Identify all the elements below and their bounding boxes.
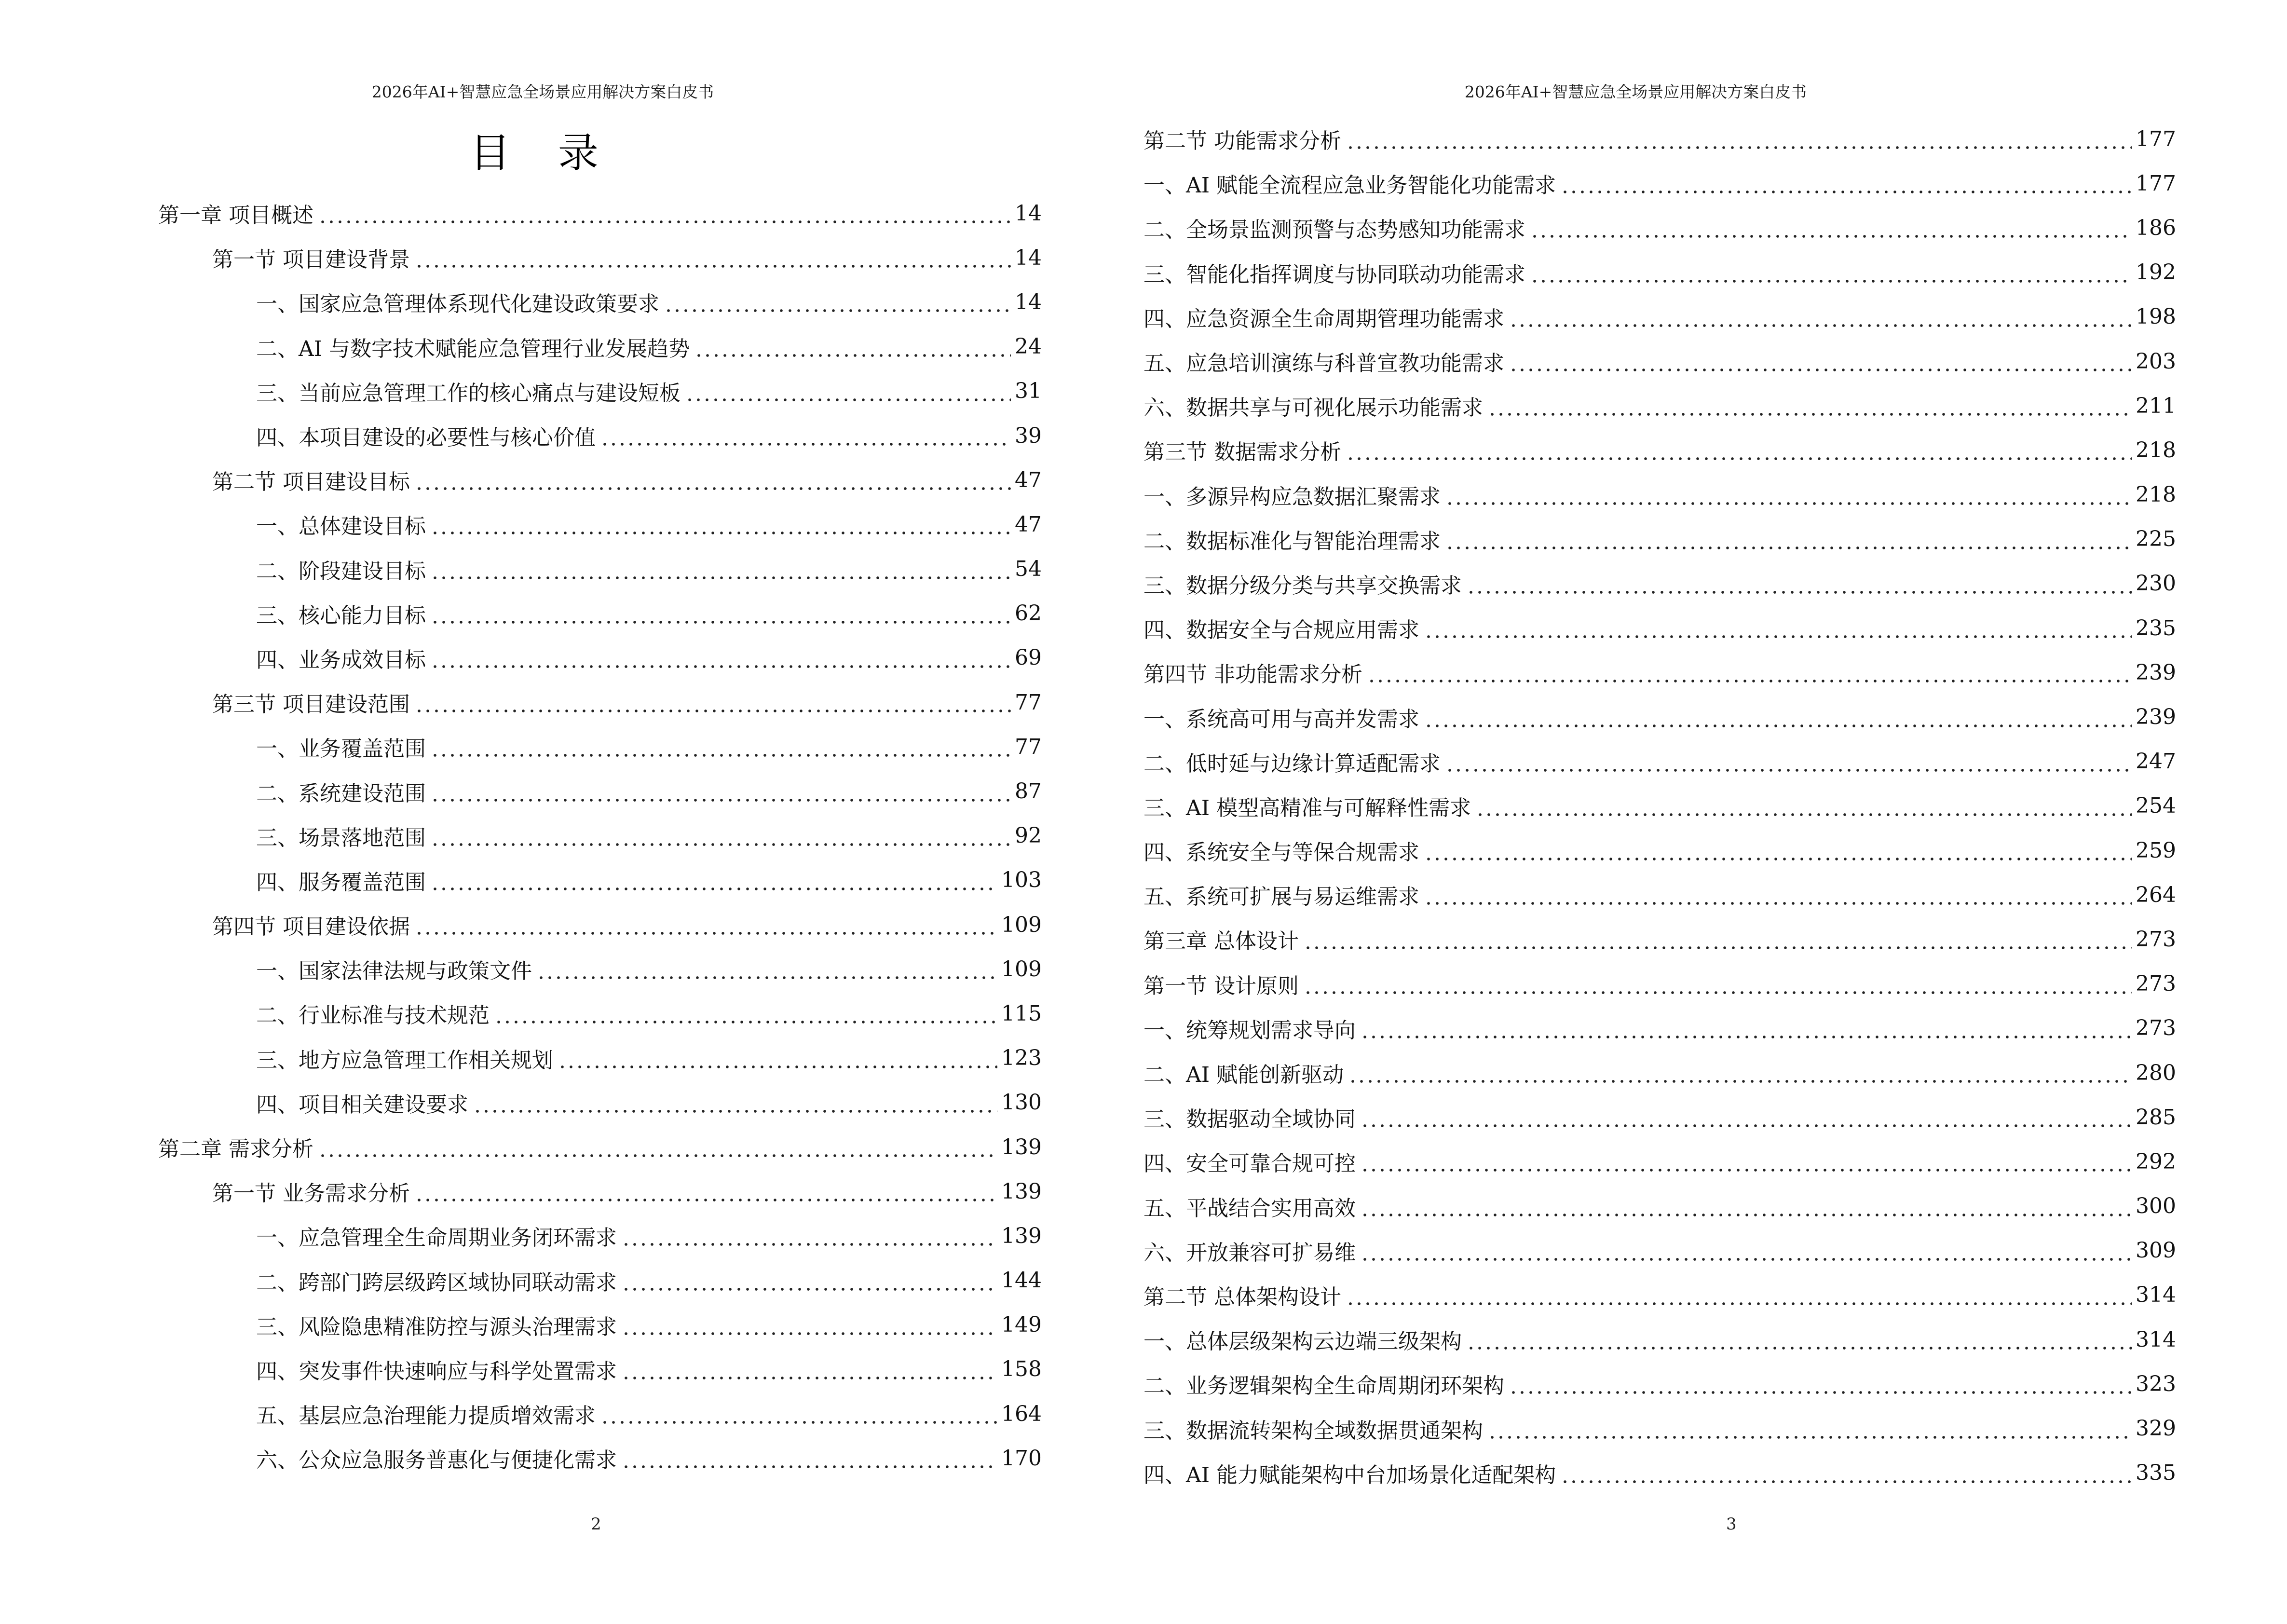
- toc-entry-label: 二、AI 与数字技术赋能应急管理行业发展趋势: [256, 336, 690, 361]
- toc-entry-label: 三、数据流转架构全域数据贯通架构: [1144, 1418, 1483, 1443]
- toc-entry-label: 三、风险隐患精准防控与源头治理需求: [256, 1314, 617, 1339]
- toc-entry-section[interactable]: [0, 235, 1042, 280]
- toc-entry-item[interactable]: [0, 991, 1042, 1036]
- toc-entry-item[interactable]: [0, 591, 1042, 636]
- toc-entry-section[interactable]: [0, 902, 1042, 947]
- toc-entry-label: 四、安全可靠合规可控: [1144, 1151, 1356, 1176]
- dot-leader: [431, 647, 1011, 669]
- dot-leader: [1561, 1462, 2132, 1484]
- toc-entry-label: 二、数据标准化与智能治理需求: [1144, 529, 1441, 554]
- toc-entry-label: 四、数据安全与合规应用需求: [1144, 618, 1419, 643]
- dot-leader: [1346, 439, 2132, 461]
- toc-entry-item[interactable]: [1144, 561, 2176, 606]
- toc-entry-label: 一、国家应急管理体系现代化建设政策要求: [256, 292, 659, 317]
- toc-entry-label: 一、应急管理全生命周期业务闭环需求: [256, 1226, 617, 1251]
- toc-entry-label: 一、多源异构应急数据汇聚需求: [1144, 484, 1441, 509]
- toc-entry-item[interactable]: [0, 547, 1042, 591]
- toc-entry-page-number: 177: [2136, 126, 2176, 151]
- toc-entry-page-number: 77: [1015, 690, 1042, 715]
- toc-entry-item[interactable]: [0, 325, 1042, 369]
- toc-entry-page-number: 203: [2136, 349, 2176, 374]
- toc-entry-page-number: 115: [1001, 1001, 1042, 1026]
- toc-entry-label: 三、智能化指挥调度与协同联动功能需求: [1144, 262, 1525, 287]
- toc-entry-section[interactable]: [0, 680, 1042, 724]
- toc-entry-label: 六、开放兼容可扩易维: [1144, 1240, 1356, 1265]
- toc-entry-item[interactable]: [1144, 784, 2176, 828]
- toc-entry-item[interactable]: [1144, 383, 2176, 428]
- toc-entry-page-number: 273: [2136, 1016, 2176, 1041]
- toc-entry-item[interactable]: [1144, 295, 2176, 339]
- toc-entry-item[interactable]: [1144, 339, 2176, 383]
- dot-leader: [1445, 529, 2132, 550]
- toc-entry-page-number: 239: [2136, 705, 2176, 730]
- toc-entry-item[interactable]: [1144, 873, 2176, 917]
- dot-leader: [415, 469, 1011, 491]
- dot-leader: [1361, 1196, 2132, 1217]
- toc-entry-label: 三、AI 模型高精准与可解释性需求: [1144, 795, 1471, 820]
- toc-entry-label: 三、地方应急管理工作相关规划: [256, 1048, 553, 1073]
- dot-leader: [318, 203, 1011, 224]
- toc-entry-label: 六、数据共享与可视化展示功能需求: [1144, 396, 1483, 421]
- toc-entry-label: 第二节 功能需求分析: [1144, 129, 1341, 154]
- toc-entry-item[interactable]: [1144, 1406, 2176, 1450]
- toc-entry-item[interactable]: [1144, 1317, 2176, 1362]
- toc-entry-item[interactable]: [0, 1392, 1042, 1436]
- toc-entry-label: 四、项目相关建设要求: [256, 1092, 468, 1117]
- dot-leader: [1530, 262, 2132, 283]
- toc-entry-chapter[interactable]: [1144, 917, 2176, 961]
- toc-entry-label: 二、AI 赋能创新驱动: [1144, 1063, 1344, 1088]
- toc-entry-page-number: 235: [2136, 615, 2176, 641]
- toc-entry-label: 第四节 项目建设依据: [212, 914, 410, 940]
- toc-entry-label: 第一章 项目概述: [158, 203, 313, 228]
- toc-entry-label: 四、业务成效目标: [256, 647, 426, 672]
- toc-entry-item[interactable]: [0, 280, 1042, 324]
- toc-entry-section[interactable]: [0, 458, 1042, 502]
- toc-entry-page-number: 335: [2136, 1460, 2176, 1486]
- toc-entry-item[interactable]: [0, 1080, 1042, 1125]
- toc-entry-item[interactable]: [0, 413, 1042, 458]
- toc-entry-page-number: 87: [1015, 779, 1042, 804]
- toc-entry-page-number: 123: [1001, 1046, 1042, 1071]
- dot-leader: [1361, 1106, 2132, 1128]
- dot-leader: [600, 1403, 997, 1424]
- toc-entry-label: 一、AI 赋能全流程应急业务智能化功能需求: [1144, 173, 1556, 198]
- toc-entry-label: 四、服务覆盖范围: [256, 870, 426, 895]
- toc-entry-item[interactable]: [0, 814, 1042, 858]
- toc-entry-page-number: 47: [1015, 467, 1042, 492]
- toc-entry-label: 一、统筹规划需求导向: [1144, 1018, 1356, 1043]
- dot-leader: [415, 247, 1011, 268]
- toc-entry-item[interactable]: [0, 1214, 1042, 1258]
- page-number: 2: [591, 1515, 601, 1534]
- dot-leader: [1304, 973, 2132, 995]
- toc-entry-item[interactable]: [1144, 1184, 2176, 1228]
- toc-entry-page-number: 139: [1001, 1134, 1042, 1160]
- toc-entry-item[interactable]: [1144, 161, 2176, 205]
- toc-entry-label: 三、核心能力目标: [256, 603, 426, 628]
- toc-entry-section[interactable]: [1144, 428, 2176, 472]
- dot-leader: [1361, 1240, 2132, 1261]
- toc-entry-item[interactable]: [1144, 1362, 2176, 1406]
- toc-entry-item[interactable]: [1144, 1139, 2176, 1184]
- dot-leader: [558, 1048, 997, 1069]
- toc-entry-page-number: 300: [2136, 1194, 2176, 1219]
- toc-entry-section[interactable]: [1144, 650, 2176, 695]
- dot-leader: [1467, 1329, 2132, 1350]
- toc-entry-page-number: 323: [2136, 1371, 2176, 1396]
- toc-entry-page-number: 139: [1001, 1223, 1042, 1248]
- toc-entry-page-number: 39: [1015, 423, 1042, 448]
- toc-entry-page-number: 273: [2136, 927, 2176, 952]
- toc-entry-label: 二、系统建设范围: [256, 781, 426, 806]
- toc-entry-page-number: 103: [1001, 868, 1042, 893]
- toc-entry-label: 四、应急资源全生命周期管理功能需求: [1144, 306, 1504, 331]
- toc-entry-page-number: 218: [2136, 482, 2176, 507]
- toc-entry-page-number: 264: [2136, 882, 2176, 907]
- toc-entry-section[interactable]: [1144, 117, 2176, 161]
- dot-leader: [1561, 173, 2132, 194]
- dot-leader: [1509, 351, 2132, 372]
- running-header: 2026年AI+智慧应急全场景应用解决方案白皮书: [371, 82, 714, 101]
- dot-leader: [694, 336, 1011, 357]
- toc-entry-item[interactable]: [1144, 828, 2176, 873]
- toc-entry-page-number: 109: [1001, 956, 1042, 982]
- toc-entry-item[interactable]: [0, 369, 1042, 413]
- dot-leader: [1424, 617, 2132, 639]
- toc-entry-label: 第四节 非功能需求分析: [1144, 662, 1362, 687]
- dot-leader: [1445, 751, 2132, 772]
- toc-entry-label: 三、当前应急管理工作的核心痛点与建设短板: [256, 381, 681, 406]
- toc-entry-label: 第三节 项目建设范围: [212, 692, 410, 717]
- toc-entry-item[interactable]: [1144, 517, 2176, 561]
- dot-leader: [622, 1447, 997, 1469]
- toc-entry-page-number: 164: [1001, 1401, 1042, 1426]
- toc-entry-item[interactable]: [1144, 1228, 2176, 1273]
- toc-entry-page-number: 92: [1015, 823, 1042, 848]
- toc-entry-page-number: 109: [1001, 912, 1042, 937]
- toc-entry-label: 六、公众应急服务普惠化与便捷化需求: [256, 1448, 617, 1473]
- dot-leader: [1348, 1062, 2132, 1083]
- toc-entry-item[interactable]: [0, 1036, 1042, 1080]
- dot-leader: [431, 736, 1011, 757]
- toc-entry-label: 四、系统安全与等保合规需求: [1144, 840, 1419, 865]
- toc-entry-page-number: 47: [1015, 512, 1042, 537]
- toc-entry-page-number: 186: [2136, 215, 2176, 240]
- toc-entry-chapter[interactable]: [0, 191, 1042, 235]
- toc-entry-label: 三、数据驱动全域协同: [1144, 1107, 1356, 1132]
- dot-leader: [1304, 928, 2132, 950]
- dot-leader: [415, 692, 1011, 713]
- toc-entry-item[interactable]: [0, 636, 1042, 680]
- toc-entry-item[interactable]: [1144, 1006, 2176, 1051]
- toc-entry-page-number: 144: [1001, 1268, 1042, 1293]
- toc-entry-label: 第二节 总体架构设计: [1144, 1284, 1341, 1310]
- toc-entry-page-number: 170: [1001, 1446, 1042, 1471]
- dot-leader: [1361, 1151, 2132, 1172]
- toc-entry-page-number: 139: [1001, 1179, 1042, 1204]
- toc-entry-label: 第二章 需求分析: [158, 1137, 313, 1162]
- dot-leader: [622, 1359, 997, 1380]
- dot-leader: [1424, 884, 2132, 905]
- toc-entry-item[interactable]: [1144, 739, 2176, 784]
- toc-entry-label: 第一节 业务需求分析: [212, 1181, 410, 1206]
- dot-leader: [1361, 1018, 2132, 1039]
- toc-entry-page-number: 329: [2136, 1416, 2176, 1441]
- toc-entry-item[interactable]: [0, 1258, 1042, 1303]
- toc-entry-page-number: 254: [2136, 793, 2176, 819]
- dot-leader: [1346, 1284, 2132, 1306]
- toc-entry-page-number: 54: [1015, 557, 1042, 582]
- toc-entry-item[interactable]: [0, 1347, 1042, 1392]
- dot-leader: [415, 914, 997, 935]
- dot-leader: [622, 1270, 997, 1291]
- toc-entry-page-number: 62: [1015, 601, 1042, 626]
- toc-entry-item[interactable]: [1144, 250, 2176, 295]
- toc-entry-item[interactable]: [1144, 1095, 2176, 1139]
- toc-entry-item[interactable]: [0, 947, 1042, 991]
- toc-entry-section[interactable]: [1144, 1273, 2176, 1317]
- toc-entry-item[interactable]: [1144, 1451, 2176, 1495]
- toc-entry-page-number: 280: [2136, 1060, 2176, 1085]
- toc-entry-page-number: 130: [1001, 1090, 1042, 1115]
- toc-entry-label: 二、阶段建设目标: [256, 559, 426, 584]
- dot-leader: [431, 870, 997, 891]
- dot-leader: [494, 1003, 997, 1024]
- dot-leader: [685, 381, 1011, 402]
- toc-entry-page-number: 77: [1015, 734, 1042, 759]
- dot-leader: [622, 1225, 997, 1246]
- dot-leader: [1488, 1418, 2132, 1439]
- toc-entry-label: 一、总体建设目标: [256, 514, 426, 539]
- toc-entry-label: 三、数据分级分类与共享交换需求: [1144, 573, 1462, 598]
- toc-entry-page-number: 14: [1015, 201, 1042, 226]
- toc-entry-label: 二、跨部门跨层级跨区域协同联动需求: [256, 1270, 617, 1295]
- toc-entry-chapter[interactable]: [0, 1125, 1042, 1169]
- toc-entry-page-number: 314: [2136, 1283, 2176, 1308]
- toc-entry-label: 二、全场景监测预警与态势感知功能需求: [1144, 218, 1525, 243]
- toc-entry-page-number: 192: [2136, 260, 2176, 285]
- toc-entry-item[interactable]: [0, 1436, 1042, 1480]
- dot-leader: [1509, 306, 2132, 328]
- dot-leader: [431, 514, 1011, 535]
- toc-entry-item[interactable]: [0, 769, 1042, 813]
- toc-entry-item[interactable]: [0, 858, 1042, 902]
- page-number: 3: [1726, 1515, 1737, 1534]
- toc-entry-page-number: 218: [2136, 437, 2176, 463]
- running-header: 2026年AI+智慧应急全场景应用解决方案白皮书: [1464, 82, 1807, 101]
- toc-entry-label: 二、低时延与边缘计算适配需求: [1144, 751, 1441, 776]
- dot-leader: [415, 1181, 997, 1202]
- dot-leader: [431, 781, 1011, 802]
- toc-list-right: [1144, 117, 2176, 1495]
- dot-leader: [1467, 573, 2132, 594]
- toc-entry-label: 一、总体层级架构云边端三级架构: [1144, 1329, 1462, 1354]
- toc-entry-page-number: 292: [2136, 1149, 2176, 1174]
- toc-entry-item[interactable]: [1144, 606, 2176, 650]
- dot-leader: [431, 559, 1011, 580]
- toc-entry-label: 四、突发事件快速响应与科学处置需求: [256, 1359, 617, 1384]
- toc-entry-label: 第三章 总体设计: [1144, 929, 1299, 954]
- toc-entry-page-number: 69: [1015, 645, 1042, 670]
- toc-entry-item[interactable]: [0, 502, 1042, 546]
- toc-entry-label: 三、场景落地范围: [256, 825, 426, 850]
- toc-entry-label: 一、国家法律法规与政策文件: [256, 959, 532, 984]
- toc-entry-label: 第一节 项目建设背景: [212, 247, 410, 273]
- dot-leader: [1424, 707, 2132, 728]
- toc-entry-label: 二、业务逻辑架构全生命周期闭环架构: [1144, 1374, 1504, 1399]
- toc-entry-label: 二、行业标准与技术规范: [256, 1003, 490, 1028]
- dot-leader: [537, 958, 997, 980]
- toc-entry-page-number: 247: [2136, 749, 2176, 774]
- toc-entry-page-number: 225: [2136, 527, 2176, 552]
- dot-leader: [1424, 840, 2132, 861]
- toc-entry-page-number: 24: [1015, 334, 1042, 359]
- dot-leader: [664, 291, 1011, 313]
- toc-title: 目 录: [470, 129, 616, 177]
- dot-leader: [1367, 662, 2132, 683]
- toc-entry-page-number: 273: [2136, 971, 2176, 996]
- toc-entry-page-number: 158: [1001, 1357, 1042, 1382]
- toc-entry-label: 四、AI 能力赋能架构中台加场景化适配架构: [1144, 1462, 1556, 1488]
- toc-entry-page-number: 314: [2136, 1327, 2176, 1352]
- toc-entry-item[interactable]: [1144, 473, 2176, 517]
- dot-leader: [318, 1136, 997, 1158]
- toc-entry-page-number: 14: [1015, 245, 1042, 270]
- toc-entry-label: 五、应急培训演练与科普宣教功能需求: [1144, 351, 1504, 376]
- toc-entry-page-number: 259: [2136, 838, 2176, 863]
- toc-entry-item[interactable]: [0, 724, 1042, 769]
- toc-entry-item[interactable]: [0, 1303, 1042, 1347]
- toc-entry-section[interactable]: [1144, 962, 2176, 1006]
- toc-list-left: [0, 191, 1042, 1480]
- toc-entry-page-number: 149: [1001, 1312, 1042, 1337]
- toc-entry-page-number: 230: [2136, 571, 2176, 596]
- toc-entry-label: 一、系统高可用与高并发需求: [1144, 707, 1419, 732]
- toc-entry-page-number: 198: [2136, 304, 2176, 329]
- toc-entry-page-number: 239: [2136, 660, 2176, 685]
- toc-entry-page-number: 177: [2136, 171, 2176, 196]
- toc-entry-label: 五、基层应急治理能力提质增效需求: [256, 1404, 596, 1429]
- dot-leader: [622, 1314, 997, 1336]
- toc-entry-label: 第三节 数据需求分析: [1144, 440, 1341, 465]
- toc-entry-page-number: 285: [2136, 1105, 2176, 1130]
- toc-entry-label: 第一节 设计原则: [1144, 973, 1299, 998]
- toc-entry-page-number: 309: [2136, 1238, 2176, 1263]
- dot-leader: [600, 425, 1011, 446]
- toc-entry-page-number: 211: [2136, 393, 2176, 418]
- toc-entry-item[interactable]: [1144, 1051, 2176, 1095]
- toc-entry-label: 一、业务覆盖范围: [256, 737, 426, 762]
- toc-entry-label: 五、系统可扩展与易运维需求: [1144, 885, 1419, 910]
- toc-entry-page-number: 14: [1015, 289, 1042, 314]
- dot-leader: [1530, 217, 2132, 238]
- dot-leader: [1346, 128, 2132, 150]
- dot-leader: [473, 1092, 997, 1113]
- dot-leader: [431, 825, 1011, 846]
- toc-entry-label: 第二节 项目建设目标: [212, 470, 410, 495]
- toc-entry-label: 四、本项目建设的必要性与核心价值: [256, 425, 596, 450]
- dot-leader: [1509, 1373, 2132, 1394]
- toc-entry-item[interactable]: [1144, 695, 2176, 739]
- toc-entry-page-number: 31: [1015, 379, 1042, 404]
- dot-leader: [1488, 395, 2132, 416]
- toc-entry-label: 五、平战结合实用高效: [1144, 1196, 1356, 1221]
- toc-entry-item[interactable]: [1144, 205, 2176, 250]
- dot-leader: [1445, 484, 2132, 505]
- dot-leader: [431, 603, 1011, 624]
- toc-entry-section[interactable]: [0, 1169, 1042, 1214]
- dot-leader: [1476, 795, 2132, 817]
